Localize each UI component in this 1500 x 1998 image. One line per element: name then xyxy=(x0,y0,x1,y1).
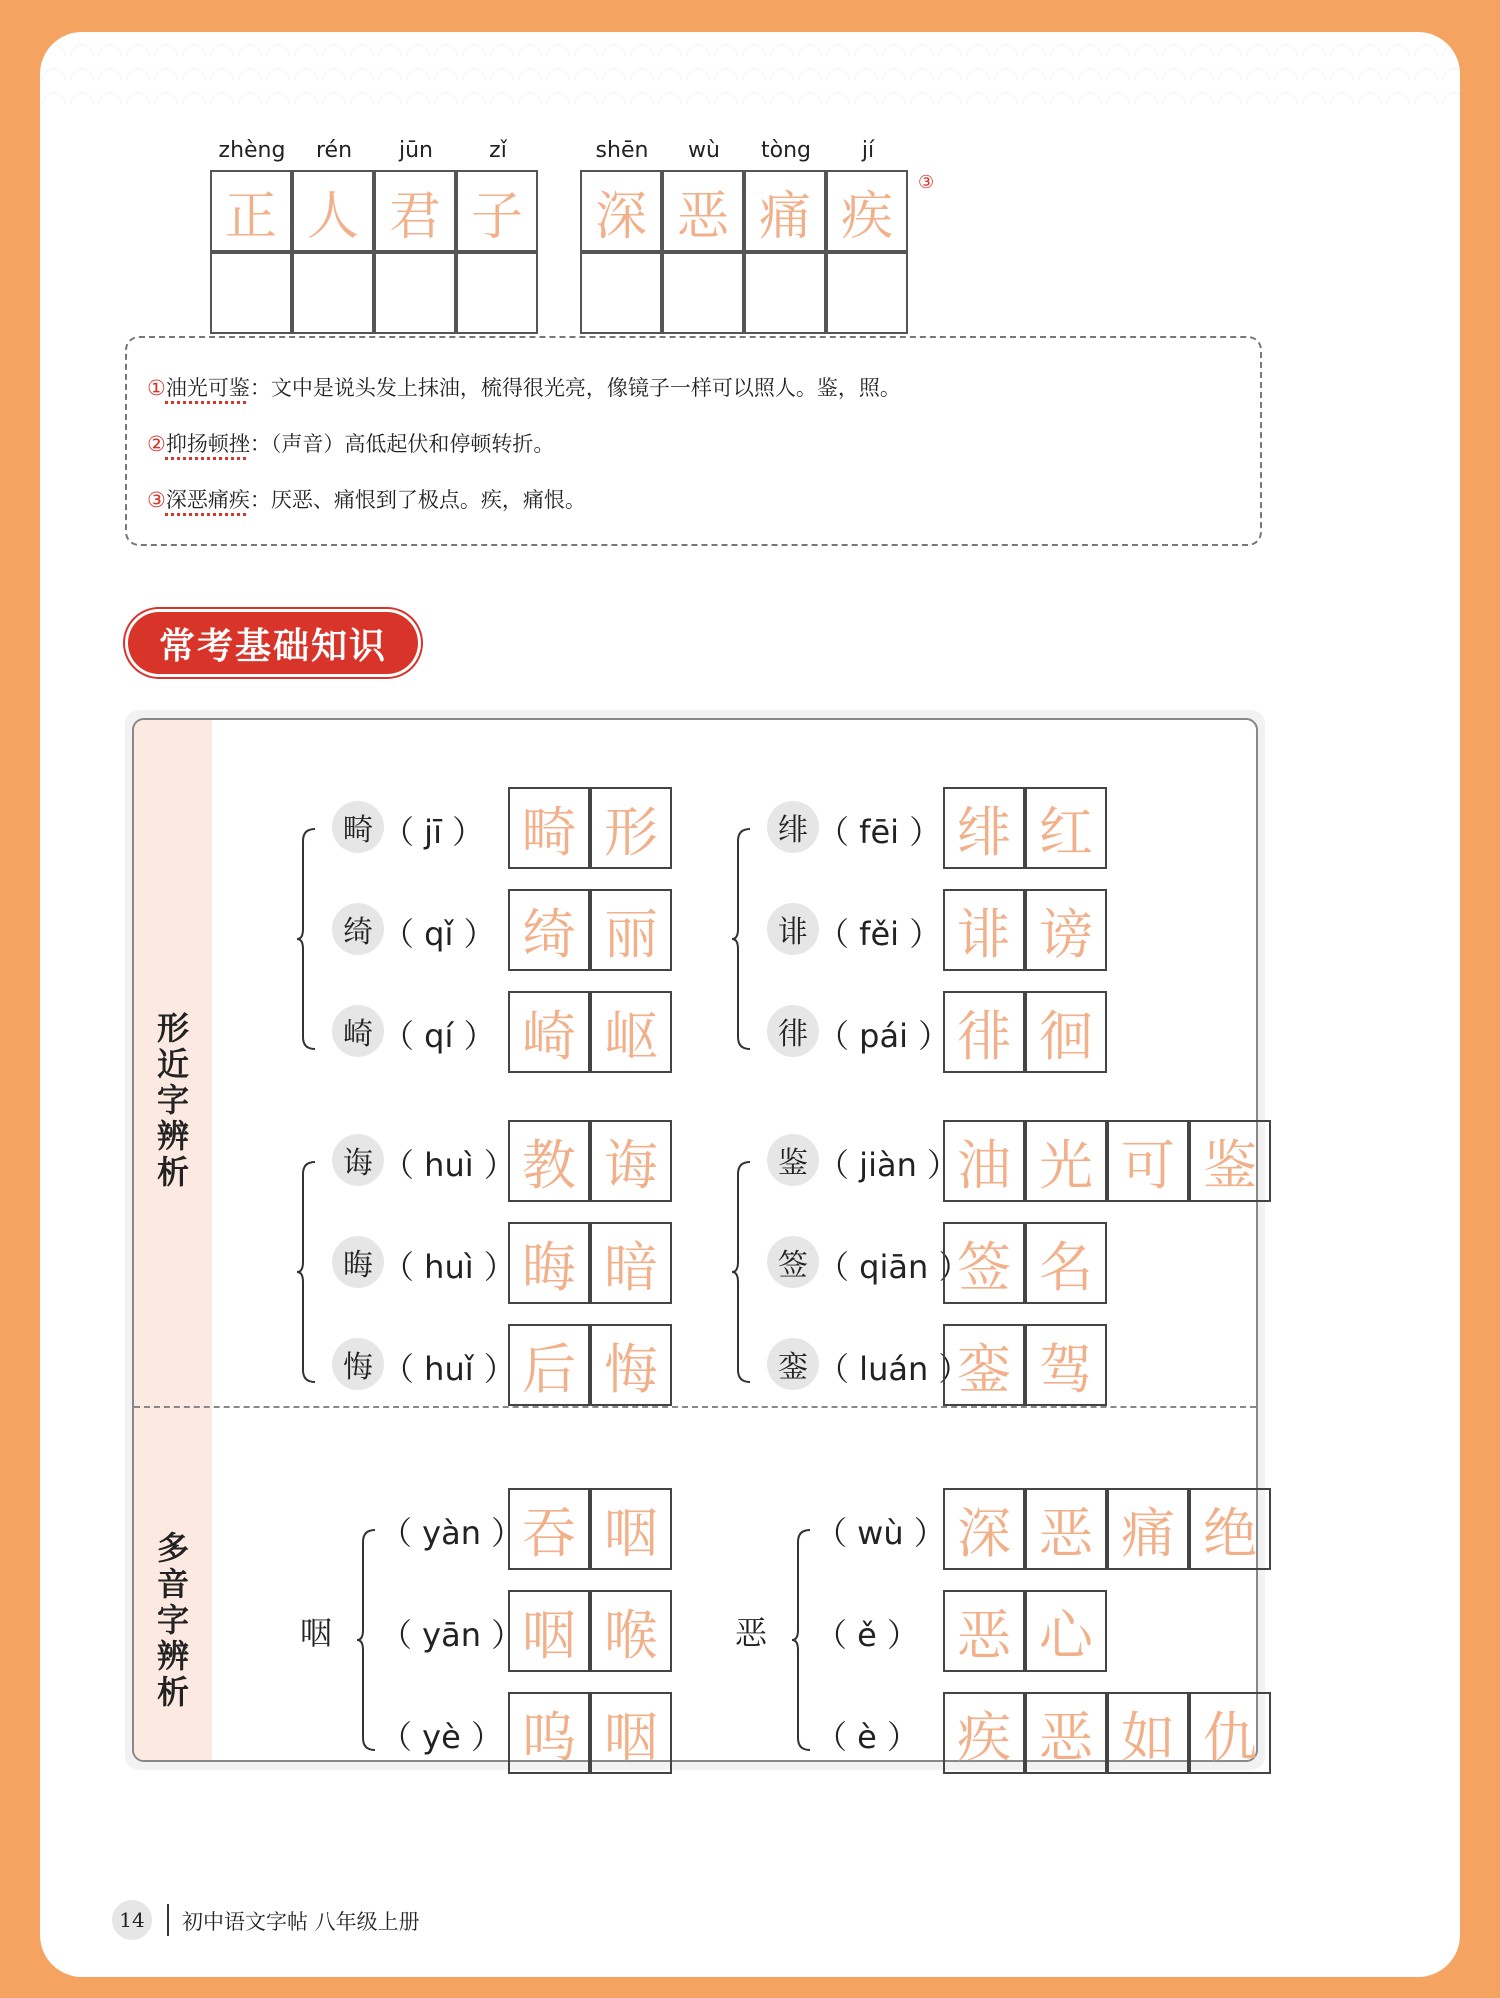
note-line xyxy=(147,428,554,458)
trace-char-box: 正 xyxy=(210,170,292,252)
trace-word-box: 崎 xyxy=(508,991,590,1073)
trace-word-box: 如 xyxy=(1107,1692,1189,1774)
trace-word-box: 后 xyxy=(508,1324,590,1406)
trace-word-box: 呜 xyxy=(508,1692,590,1774)
title-char: 辨 xyxy=(156,1117,189,1155)
group-brace xyxy=(790,1528,814,1752)
writing-box[interactable] xyxy=(292,252,374,334)
writing-box[interactable] xyxy=(580,252,662,334)
pinyin-reading: （ qí ） xyxy=(382,1017,496,1055)
target-char: 悔 xyxy=(332,1338,384,1390)
pinyin-label: zǐ xyxy=(489,138,507,163)
trace-word-box: 诲 xyxy=(590,1120,672,1202)
title-char: 辨 xyxy=(156,1637,189,1675)
trace-word-box: 暗 xyxy=(590,1222,672,1304)
trace-word-box: 深 xyxy=(943,1488,1025,1570)
pinyin-reading: （ yān ） xyxy=(380,1616,524,1654)
trace-word-box: 徊 xyxy=(1025,991,1107,1073)
group-brace xyxy=(355,1528,379,1752)
trace-word-box: 绝 xyxy=(1189,1488,1271,1570)
trace-char-box: 人 xyxy=(292,170,374,252)
trace-word-box: 可 xyxy=(1107,1120,1189,1202)
trace-word-box: 绮 xyxy=(508,889,590,971)
trace-word-box: 岖 xyxy=(590,991,672,1073)
pinyin-reading: （ fěi ） xyxy=(817,915,942,953)
pinyin-reading: （ luán ） xyxy=(817,1350,971,1388)
title-char: 近 xyxy=(156,1045,189,1083)
trace-word-box: 丽 xyxy=(590,889,672,971)
target-char: 銮 xyxy=(767,1338,819,1390)
group-brace xyxy=(295,1160,319,1384)
pinyin-reading: （ huì ） xyxy=(382,1248,516,1286)
trace-word-box: 仇 xyxy=(1189,1692,1271,1774)
title-char: 字 xyxy=(156,1601,189,1639)
pinyin-label: zhèng xyxy=(218,138,286,163)
group-brace xyxy=(730,1160,754,1384)
target-char: 畸 xyxy=(332,801,384,853)
trace-word-box: 心 xyxy=(1025,1590,1107,1672)
trace-char-box: 恶 xyxy=(662,170,744,252)
title-char: 形 xyxy=(156,1009,189,1047)
note-line xyxy=(147,372,901,402)
pinyin-reading: （ qǐ ） xyxy=(382,915,496,953)
target-char: 晦 xyxy=(332,1236,384,1288)
note-term: 抑扬顿挫 xyxy=(165,432,250,456)
trace-char-box: 痛 xyxy=(744,170,826,252)
trace-word-box: 晦 xyxy=(508,1222,590,1304)
note-text: ：厌恶、痛恨到了极点。疾，痛恨。 xyxy=(249,488,586,512)
polyphone-char: 咽 xyxy=(300,1614,333,1652)
note-number: ② xyxy=(147,432,166,456)
trace-char-box: 疾 xyxy=(826,170,908,252)
title-char: 析 xyxy=(156,1673,189,1711)
pinyin-reading: （ jī ） xyxy=(382,813,485,851)
target-char: 诽 xyxy=(767,903,819,955)
pinyin-reading: （ yè ） xyxy=(380,1718,503,1756)
writing-box[interactable] xyxy=(826,252,908,334)
section-title-badge: 常考基础知识 xyxy=(128,612,418,674)
trace-word-box: 签 xyxy=(943,1222,1025,1304)
target-char: 徘 xyxy=(767,1005,819,1057)
target-char: 签 xyxy=(767,1236,819,1288)
pinyin-reading: （ è ） xyxy=(815,1718,920,1756)
trace-word-box: 畸 xyxy=(508,787,590,869)
writing-box[interactable] xyxy=(210,252,292,334)
pinyin-reading: （ fēi ） xyxy=(817,813,942,851)
trace-word-box: 油 xyxy=(943,1120,1025,1202)
target-char: 鉴 xyxy=(767,1134,819,1186)
pinyin-reading: （ huì ） xyxy=(382,1146,516,1184)
target-char: 绮 xyxy=(332,903,384,955)
target-char: 诲 xyxy=(332,1134,384,1186)
title-char: 字 xyxy=(156,1081,189,1119)
trace-word-box: 恶 xyxy=(1025,1692,1107,1774)
pinyin-reading: （ ě ） xyxy=(815,1616,920,1654)
pinyin-reading: （ qiān ） xyxy=(817,1248,971,1286)
pinyin-reading: （ yàn ） xyxy=(380,1514,524,1552)
note-line xyxy=(147,484,586,514)
note-term: 深恶痛疾 xyxy=(165,488,250,512)
note-text: ：文中是说头发上抹油，梳得很光亮，像镜子一样可以照人。鉴，照。 xyxy=(249,376,901,400)
section-divider xyxy=(134,1406,1256,1408)
trace-word-box: 疾 xyxy=(943,1692,1025,1774)
pinyin-reading: （ jiàn ） xyxy=(817,1146,960,1184)
similar-chars-title xyxy=(134,1010,212,1190)
pinyin-label: tòng xyxy=(761,138,811,163)
pinyin-reading: （ pái ） xyxy=(817,1017,951,1055)
trace-word-box: 徘 xyxy=(943,991,1025,1073)
note-text: ：（声音）高低起伏和停顿转折。 xyxy=(249,432,555,456)
trace-word-box: 绯 xyxy=(943,787,1025,869)
target-char: 崎 xyxy=(332,1005,384,1057)
title-char: 音 xyxy=(156,1565,189,1603)
trace-word-box: 教 xyxy=(508,1120,590,1202)
trace-word-box: 咽 xyxy=(590,1488,672,1570)
pinyin-label: rén xyxy=(315,138,353,163)
wave-pattern xyxy=(40,32,1460,104)
note-number: ③ xyxy=(147,488,166,512)
trace-word-box: 谤 xyxy=(1025,889,1107,971)
footnote-marker: ③ xyxy=(918,172,935,193)
title-char: 析 xyxy=(156,1153,189,1191)
trace-word-box: 恶 xyxy=(1025,1488,1107,1570)
pinyin-label: wù xyxy=(688,138,720,163)
pinyin-label: shēn xyxy=(595,138,649,163)
trace-word-box: 咽 xyxy=(590,1692,672,1774)
trace-char-box: 深 xyxy=(580,170,662,252)
trace-word-box: 恶 xyxy=(943,1590,1025,1672)
trace-word-box: 红 xyxy=(1025,787,1107,869)
footer-separator xyxy=(167,1904,169,1936)
polyphone-char: 恶 xyxy=(735,1614,768,1652)
trace-word-box: 吞 xyxy=(508,1488,590,1570)
trace-word-box: 咽 xyxy=(508,1590,590,1672)
trace-word-box: 喉 xyxy=(590,1590,672,1672)
trace-word-box: 形 xyxy=(590,787,672,869)
trace-word-box: 名 xyxy=(1025,1222,1107,1304)
trace-word-box: 痛 xyxy=(1107,1488,1189,1570)
trace-char-box: 君 xyxy=(374,170,456,252)
polyphone-title xyxy=(134,1530,212,1710)
group-brace xyxy=(730,827,754,1051)
writing-box[interactable] xyxy=(374,252,456,334)
pinyin-reading: （ huǐ ） xyxy=(382,1350,516,1388)
title-char: 多 xyxy=(156,1529,189,1567)
trace-word-box: 诽 xyxy=(943,889,1025,971)
trace-word-box: 鉴 xyxy=(1189,1120,1271,1202)
target-char: 绯 xyxy=(767,801,819,853)
trace-char-box: 子 xyxy=(456,170,538,252)
notes-box xyxy=(125,336,1262,546)
writing-box[interactable] xyxy=(662,252,744,334)
trace-word-box: 驾 xyxy=(1025,1324,1107,1406)
note-number: ① xyxy=(147,376,166,400)
group-brace xyxy=(295,827,319,1051)
trace-word-box: 光 xyxy=(1025,1120,1107,1202)
book-title: 初中语文字帖 八年级上册 xyxy=(182,1910,420,1934)
writing-box[interactable] xyxy=(744,252,826,334)
writing-box[interactable] xyxy=(456,252,538,334)
trace-word-box: 銮 xyxy=(943,1324,1025,1406)
trace-word-box: 悔 xyxy=(590,1324,672,1406)
note-term: 油光可鉴 xyxy=(165,376,250,400)
pinyin-reading: （ wù ） xyxy=(815,1514,946,1552)
pinyin-label: jí xyxy=(861,138,875,163)
pinyin-label: jūn xyxy=(399,138,433,163)
page-number: 14 xyxy=(112,1900,152,1940)
